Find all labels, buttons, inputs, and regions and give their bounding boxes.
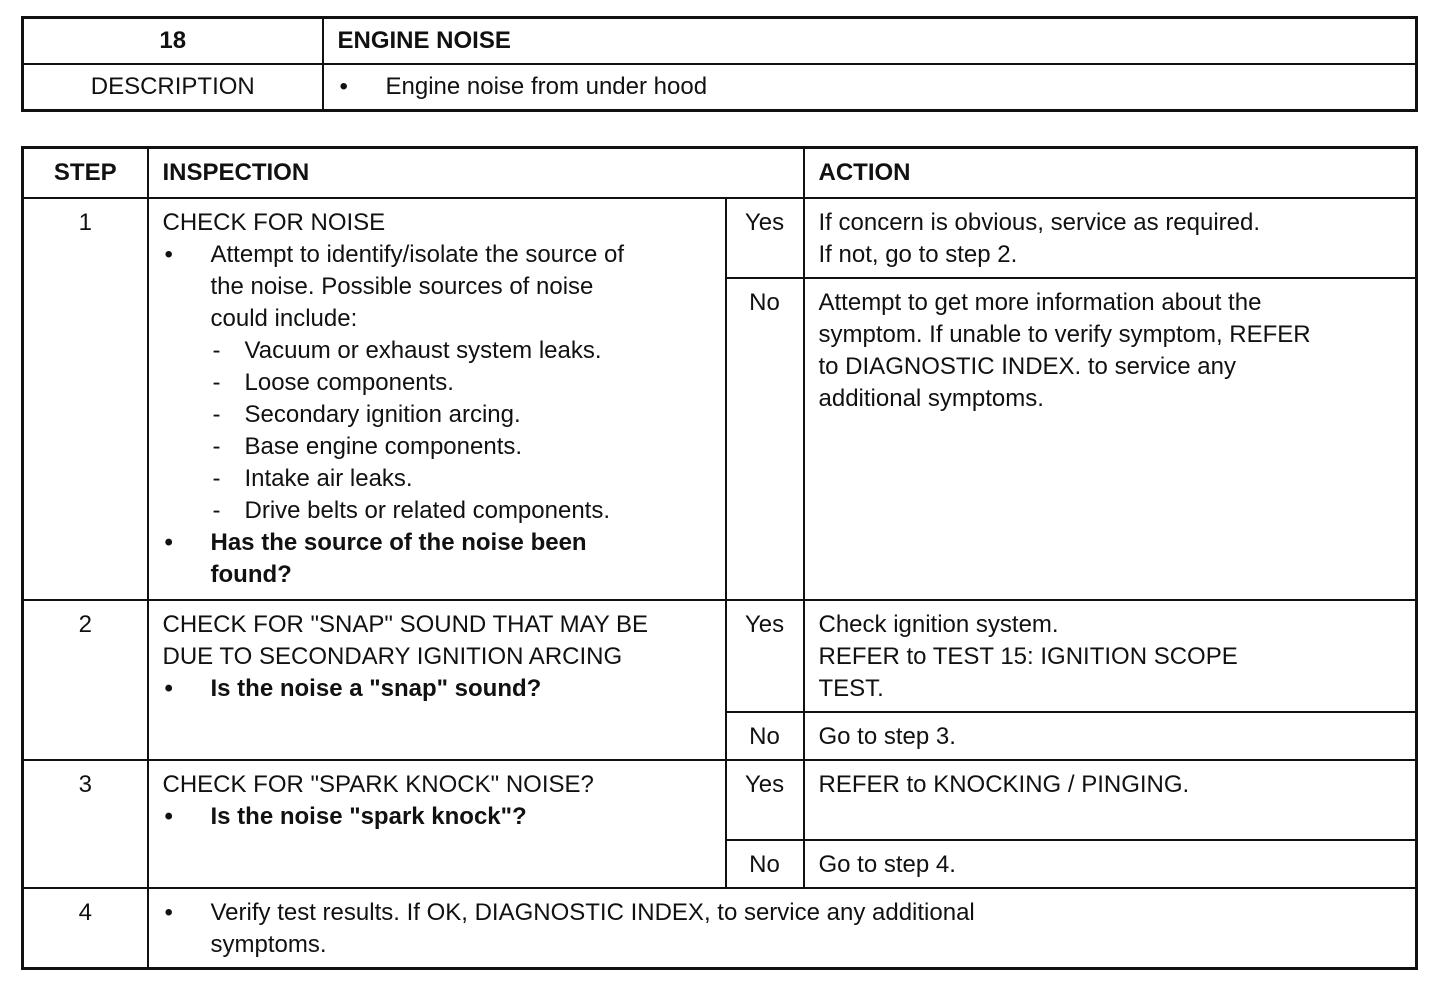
step-title: CHECK FOR NOISE — [162, 209, 386, 236]
noise-source-item: - Vacuum or exhaust system leaks. — [163, 335, 715, 367]
column-header-row — [23, 148, 1417, 199]
no-action: Go to step 4. — [804, 840, 1417, 888]
step-title-line: DUE TO SECONDARY IGNITION ARCING — [162, 643, 623, 670]
action-line: symptom. If unable to verify symptom, REFER — [818, 321, 1311, 348]
question-line: • Has the source of the noise been — [210, 529, 587, 556]
no-label: No — [726, 278, 804, 600]
step-number: 2 — [23, 600, 148, 760]
noise-source-item: - Base engine components. — [163, 431, 715, 463]
action-line: TEST. — [818, 675, 884, 702]
description-text: • Engine noise from under hood — [338, 71, 1416, 103]
header-title-row — [23, 18, 1417, 65]
action-line: to DIAGNOSTIC INDEX. to service any — [818, 353, 1236, 380]
yes-label: Yes — [726, 600, 804, 712]
step-number: 3 — [23, 760, 148, 888]
step-row — [23, 760, 1417, 840]
yes-label: Yes — [726, 760, 804, 840]
step-inspection — [148, 198, 726, 600]
step-inspection — [148, 888, 1417, 969]
step-number: 4 — [23, 888, 148, 969]
procedure-title: ENGINE NOISE — [323, 18, 1417, 65]
step-column-header: STEP — [23, 148, 148, 199]
yes-action — [804, 198, 1417, 278]
step-row — [23, 198, 1417, 278]
inspection-bullet — [163, 239, 715, 335]
yes-label: Yes — [726, 198, 804, 278]
question-line: found? — [210, 561, 292, 588]
step-number: 1 — [23, 198, 148, 600]
bullet-line: the noise. Possible sources of noise — [210, 273, 594, 300]
step-inspection — [148, 600, 726, 760]
inspection-question: • Is the noise a "snap" sound? — [163, 673, 715, 705]
header-table — [21, 16, 1418, 112]
action-line: REFER to TEST 15: IGNITION SCOPE — [818, 643, 1238, 670]
step-title-line: CHECK FOR "SNAP" SOUND THAT MAY BE — [162, 611, 649, 638]
action-line: additional symptoms. — [818, 385, 1044, 412]
noise-source-item: - Loose components. — [163, 367, 715, 399]
description-label: DESCRIPTION — [23, 64, 323, 111]
bullet-line: symptoms. — [210, 931, 327, 958]
noise-source-item: - Drive belts or related components. — [163, 495, 715, 527]
diagnostic-table — [21, 146, 1418, 970]
step-inspection — [148, 760, 726, 888]
no-label: No — [726, 840, 804, 888]
noise-source-item: - Intake air leaks. — [163, 463, 715, 495]
no-action — [804, 278, 1417, 600]
inspection-column-header: INSPECTION — [148, 148, 804, 199]
action-line: If concern is obvious, service as required. — [818, 209, 1261, 236]
bullet-line: • Verify test results. If OK, DIAGNOSTIC INDEX, to service any additional — [210, 899, 975, 926]
noise-source-item: - Secondary ignition arcing. — [163, 399, 715, 431]
action-column-header: ACTION — [804, 148, 1417, 199]
yes-action: REFER to KNOCKING / PINGING. — [804, 760, 1417, 840]
header-description-row — [23, 64, 1417, 111]
yes-action — [804, 600, 1417, 712]
action-line: If not, go to step 2. — [818, 241, 1018, 268]
inspection-question — [163, 527, 715, 591]
action-line: Attempt to get more information about the — [818, 289, 1262, 316]
step-title: CHECK FOR "SPARK KNOCK" NOISE? — [162, 771, 594, 798]
bullet-line: • Attempt to identify/isolate the source of — [210, 241, 625, 268]
bullet-line: could include: — [210, 305, 358, 332]
description-cell — [323, 64, 1417, 111]
action-line: Check ignition system. — [818, 611, 1059, 638]
no-label: No — [726, 712, 804, 760]
step-row — [23, 600, 1417, 712]
inspection-question: • Is the noise "spark knock"? — [163, 801, 715, 833]
inspection-bullet — [163, 897, 1406, 961]
procedure-number: 18 — [23, 18, 323, 65]
step-row — [23, 888, 1417, 969]
no-action: Go to step 3. — [804, 712, 1417, 760]
